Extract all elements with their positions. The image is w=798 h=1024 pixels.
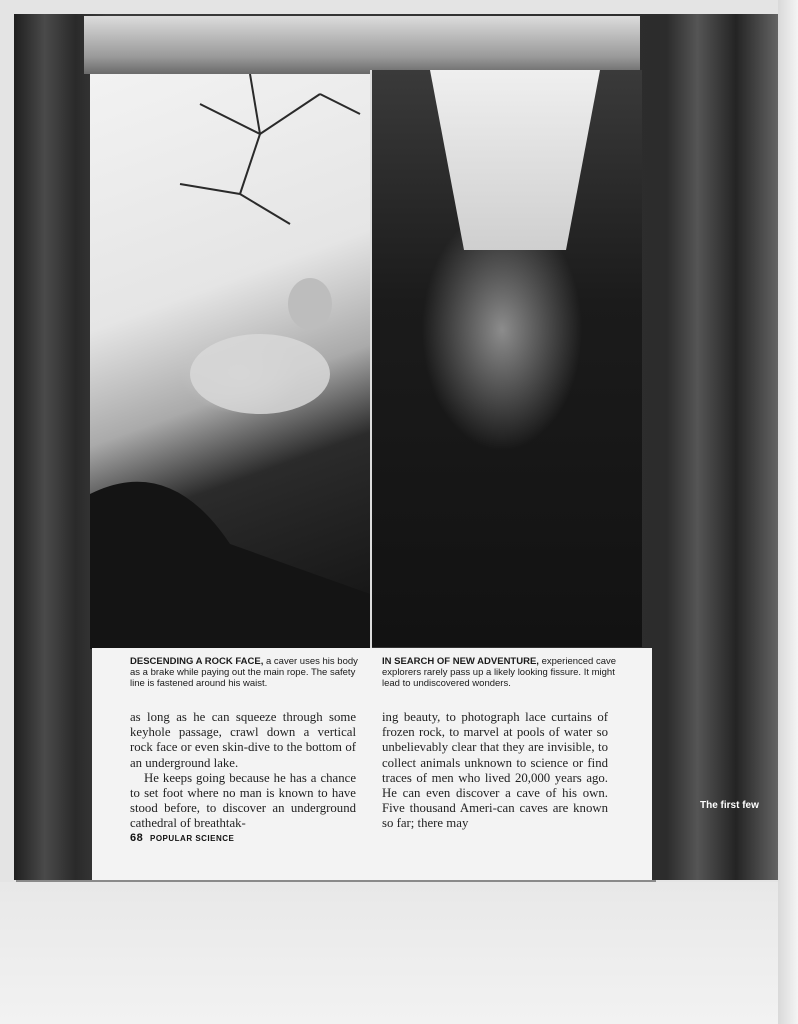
scanner-edge: [778, 0, 798, 1024]
caption-right-head: IN SEARCH OF NEW ADVENTURE,: [382, 656, 539, 667]
page-footer: [130, 832, 234, 844]
photo-descending-rock-face: [90, 74, 370, 649]
page-number: 68: [130, 832, 144, 844]
article-text-area: [92, 648, 652, 882]
caption-right-body: experienced cave explorers rarely pass up a likely looking fissure. It might lead to undiscovered wonders.: [382, 656, 617, 689]
body-column-right: [382, 710, 608, 832]
tree-branches-illustration: [90, 74, 370, 649]
caption-left: [130, 656, 370, 689]
body-column-left: [130, 710, 356, 832]
body-paragraph: He keeps going because he has a chance to set foot where no man is known to have stood before, to discover an underground cathedral of breathtak-: [130, 770, 356, 831]
body-paragraph: as long as he can squeeze through some keyhole passage, crawl down a vertical rock face or even skin-dive to the bottom of an underground lake.: [130, 710, 356, 770]
overlay-caption: The first few: [700, 800, 759, 811]
photo-divider: [370, 70, 372, 650]
caption-left-body: a caver uses his body as a brake while paying out the main rope. The safety line is fastened around his waist.: [130, 656, 358, 689]
scanner-bed: [0, 882, 798, 1024]
magazine-name: POPULAR SCIENCE: [149, 834, 235, 843]
caption-left-head: DESCENDING A ROCK FACE,: [130, 656, 264, 667]
top-glare: [84, 16, 640, 74]
body-paragraph: ing beauty, to photograph lace curtains of frozen rock, to marvel at pools of water so unbelievably clear that they are invisible, to collect animals unknown to science or find traces of men who lived 20,000 years ago. He can even discover a cave of his own. Five thousand Ameri-can caves are known so far; there may: [382, 710, 608, 831]
caption-right: [382, 656, 622, 689]
